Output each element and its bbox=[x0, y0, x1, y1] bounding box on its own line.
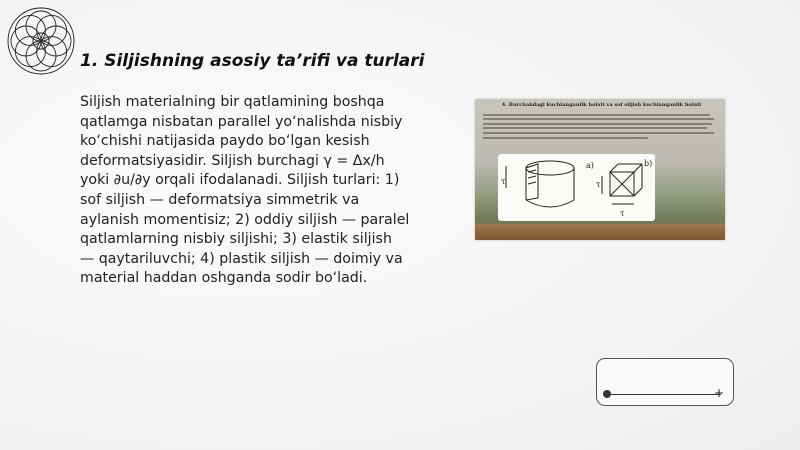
textbook-heading: 4. Burchakdagi kuchlanganlik holati va sof siljish kuchlanganlik holati bbox=[501, 102, 702, 108]
geometric-rosette-logo bbox=[6, 6, 76, 76]
label-tau-b: τ bbox=[596, 180, 601, 189]
shear-diagram bbox=[498, 154, 655, 221]
textbook-text-lines bbox=[483, 111, 719, 141]
slide-title: 1. Siljishning asosiy ta’rifi va turlari bbox=[80, 51, 425, 71]
slide-body-text: Siljish materialning bir qatlamining boshqa qatlamga nisbatan parallel yo‘nalishda nisbiy ko‘chishi natijasida paydo bo‘lgan kesish deformatsiyasidir. Siljish burchagi γ = Δx/h yoki ∂u/∂y orqali ifodalanadi. Siljish turlari: 1) sof siljish — deformatsiya simmetrik va aylanish momentisiz; 2) oddiy siljish — paralel qatlamlarning nisbiy siljishi; 3) elastik siljish — qaytariluvchi; 4) plastik siljish — doimiy va material haddan oshganda sodir bo‘ladi. bbox=[80, 94, 410, 287]
slider-track[interactable] bbox=[607, 394, 721, 395]
plus-icon[interactable]: + bbox=[714, 386, 725, 400]
table-edge bbox=[475, 224, 725, 240]
label-tau-a: τ bbox=[501, 177, 506, 186]
label-b: b) bbox=[644, 159, 653, 168]
slider-knob-icon[interactable] bbox=[603, 390, 611, 398]
shear-diagram-drawing bbox=[498, 154, 655, 221]
label-a: a) bbox=[586, 161, 594, 170]
label-tau-c: τ bbox=[620, 209, 625, 218]
textbook-photo bbox=[475, 99, 725, 240]
slider-control[interactable] bbox=[596, 358, 734, 406]
